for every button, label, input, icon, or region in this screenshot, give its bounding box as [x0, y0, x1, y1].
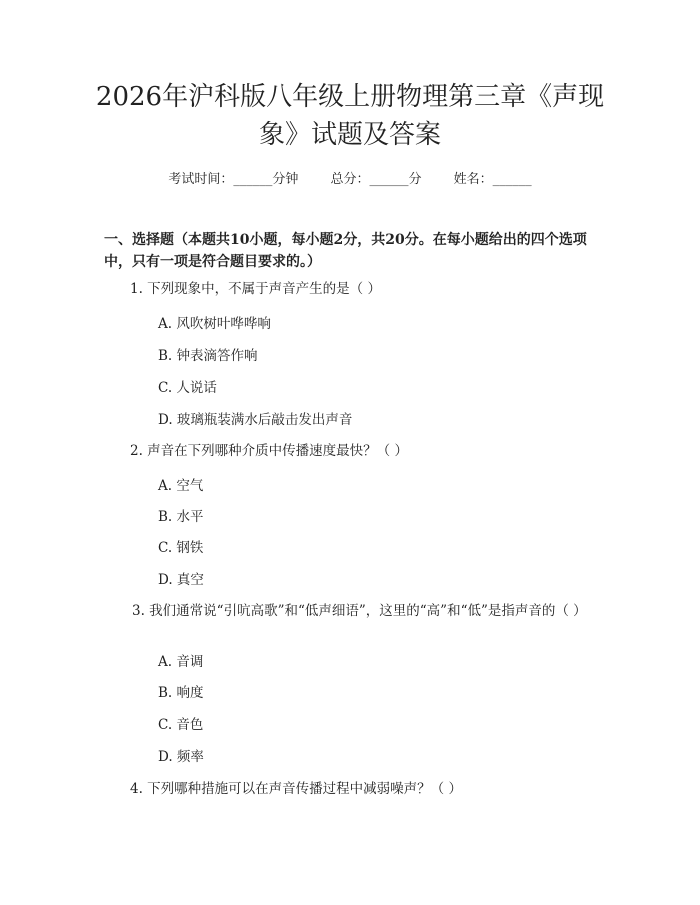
total-score-field: 总分：______分 [330, 172, 422, 187]
question-2-option-d: D. 真空 [158, 572, 204, 588]
question-4: 4. 下列哪种措施可以在声音传播过程中减弱噪声？（ ） [130, 781, 462, 797]
question-2-option-a: A. 空气 [158, 478, 204, 494]
question-3-option-a: A. 音调 [158, 654, 204, 670]
question-3-option-d: D. 频率 [158, 749, 204, 765]
question-3-option-c: C. 音色 [158, 717, 204, 733]
question-1: 1. 下列现象中，不属于声音产生的是（ ） [130, 281, 381, 297]
question-2-option-c: C. 钢铁 [158, 540, 204, 556]
name-field: 姓名：______ [453, 172, 532, 187]
question-2-option-b: B. 水平 [158, 509, 204, 525]
exam-info-line [0, 168, 700, 187]
question-3: 3. 我们通常说“引吭高歌”和“低声细语”，这里的“高”和“低”是指声音的（ ） [132, 603, 587, 619]
section-heading: 一、选择题（本题共10小题，每小题2分，共20分。在每小题给出的四个选项中，只有一项是符合题目要求的。） [104, 232, 587, 270]
question-1-option-c: C. 人说话 [158, 380, 217, 396]
exam-time-field: 考试时间：______分钟 [168, 172, 299, 187]
question-1-option-a: A. 风吹树叶哗哗响 [158, 316, 271, 332]
question-2: 2. 声音在下列哪种介质中传播速度最快？（ ） [130, 443, 408, 459]
question-1-option-d: D. 玻璃瓶装满水后敲击发出声音 [158, 412, 353, 428]
question-3-option-b: B. 响度 [158, 685, 204, 701]
question-1-option-b: B. 钟表滴答作响 [158, 348, 258, 364]
page-title: 2026年沪科版八年级上册物理第三章《声现象》试题及答案 [95, 82, 605, 150]
